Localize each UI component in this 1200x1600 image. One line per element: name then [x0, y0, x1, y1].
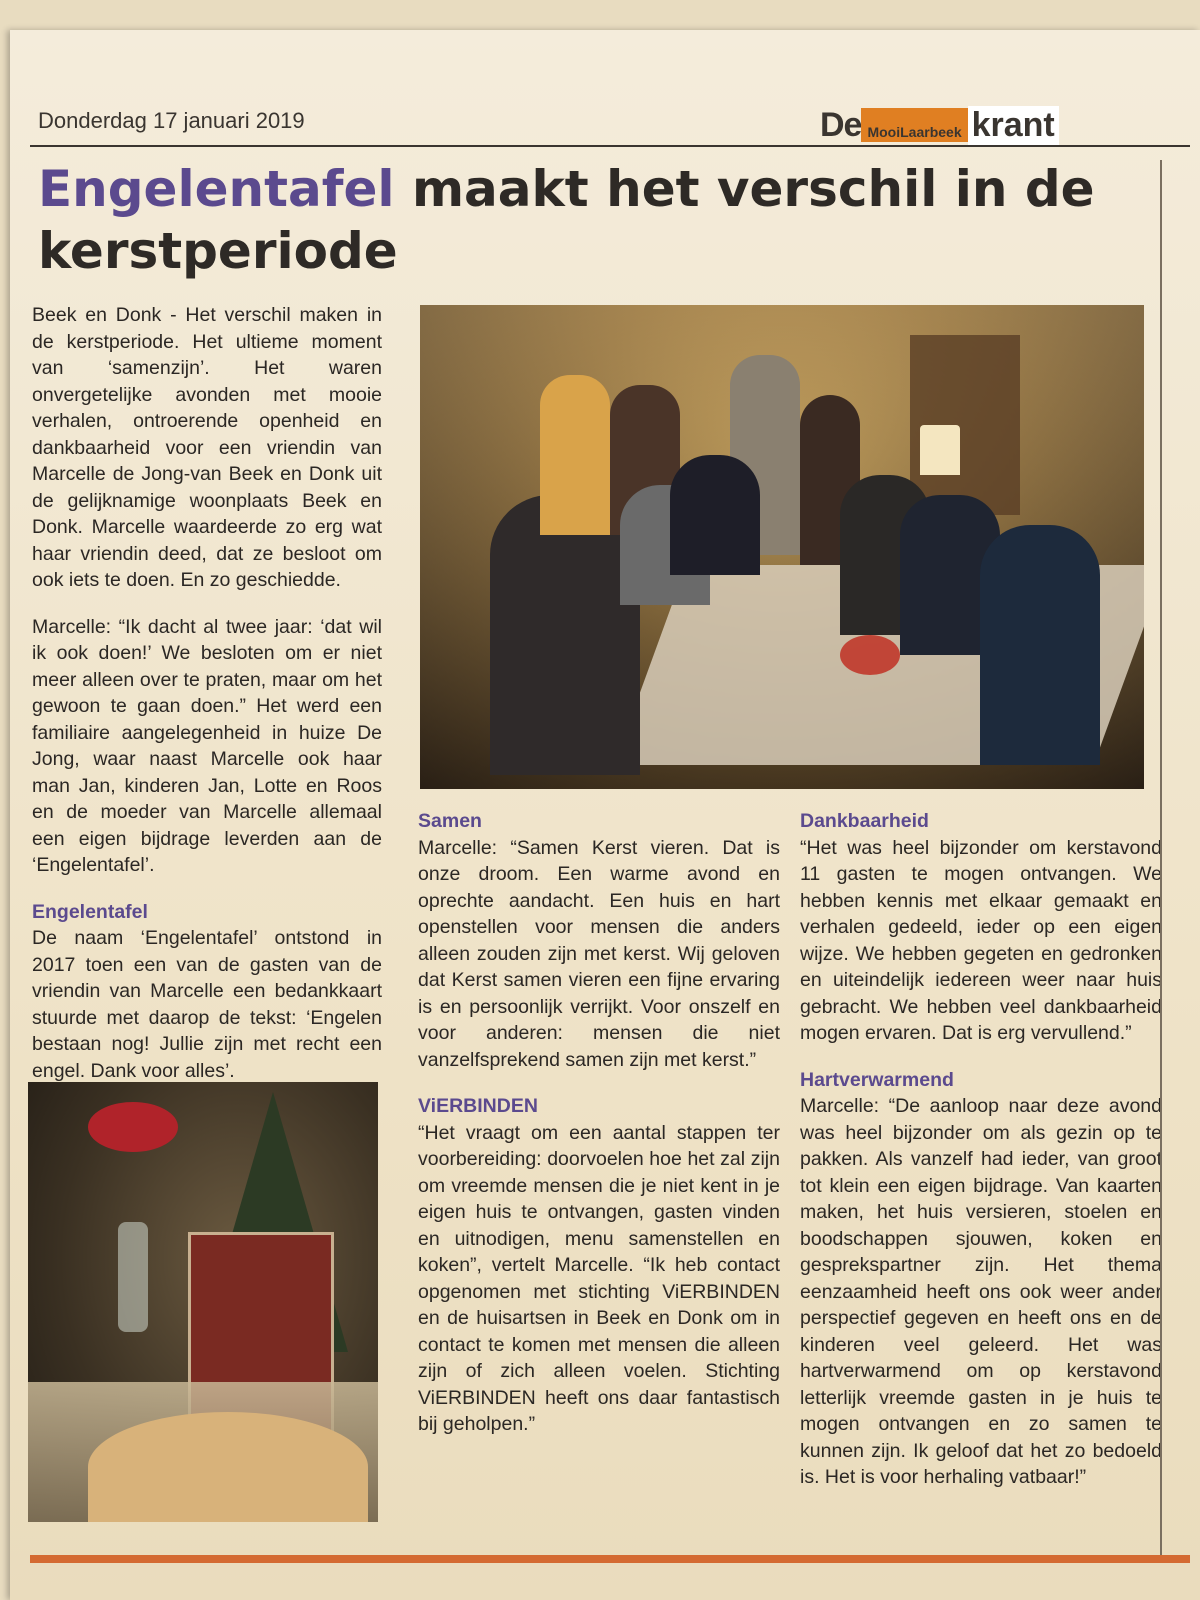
logo-krant: krant [968, 106, 1059, 145]
subheading-hartverwarmend: Hartverwarmend [800, 1068, 954, 1091]
subheading-dankbaarheid: Dankbaarheid [800, 810, 929, 832]
bottom-color-band [30, 1555, 1190, 1563]
group-photo [420, 305, 1144, 789]
paragraph-engelentafel: De naam ‘Engelentafel’ ontstond in 2017 toen een van de gasten van de vriendin van Marcelle een bedankkaart stuurde met daarop de tekst: ‘Engelen bestaan nog! Jullie zijn met recht een engel. Dank voor alles’. [32, 927, 382, 1082]
paragraph-quote: Marcelle: “Ik dacht al twee jaar: ‘dat wil ik ook doen!’ We besloten om er niet meer alleen over te praten, maar om het gewoon te gaan doen.” Het werd een familiaire aangelegenheid in huize De Jong, waar naast Marcelle ook haar man Jan, kinderen Jan, Lotte en Roos en de moeder van Marcelle allemaal een eigen bijdrage leverden aan de ‘Engelentafel’. [32, 615, 382, 876]
paragraph-hartverwarmend: Marcelle: “De aanloop naar deze avond was heel bijzonder om als gezin op te pakken. Als vanzelf had ieder, van groot tot klein een eigen bijdrage. Van kaarten maken, het huis versieren, stoelen en boodschappen sjouwen, koken en gesprekspartner zijn. Het thema eenzaamheid heeft ons ook weer ander perspectief gegeven en heeft ons en de kinderen veel geleerd. Het was hartverwarmend om op kerstavond letterlijk vreemde gasten in je huis te mogen ontvangen en zo samen te kunnen zijn. Ik geloof dat het zo bedoeld is. Het is voor herhaling vatbaar!” [800, 1095, 1162, 1488]
subheading-vierbinden: ViERBINDEN [418, 1095, 538, 1117]
headline-rest: maakt het verschil in de kerstperiode [38, 160, 1095, 280]
adjacent-article-edge [1160, 160, 1192, 1560]
paragraph-samen: Marcelle: “Samen Kerst vieren. Dat is onze droom. Een warme avond en oprechte aandacht. Een huis en hart openstellen voor mensen die anders alleen zouden zijn met kerst. Wij geloven dat Kerst samen vieren een fijne ervaring is en persoonlijk verrijkt. Voor onszelf en voor anderen: mensen die niet vanzelfsprekend samen zijn met kerst.” [418, 836, 780, 1071]
logo-de: De [820, 105, 862, 144]
subheading-engelentafel: Engelentafel [32, 900, 148, 923]
newspaper-logo [820, 105, 1059, 145]
table-setting-photo [28, 1082, 378, 1522]
article-column-1 [32, 302, 382, 1104]
headline-accent: Engelentafel [38, 160, 395, 218]
paragraph-vierbinden: “Het vraagt om een aantal stappen ter voorbereiding: doorvoelen hoe het zal zijn om vreemde mensen die je niet kent in je eigen huis te ontvangen, gasten vinden en uitnodigen, menu samenstellen en koken”, vertelt Marcelle. “Ik heb contact opgenomen met stichting ViERBINDEN en de huisartsen in Beek en Donk om in contact te komen met mensen die alleen zijn of zich alleen voelen. Stichting ViERBINDEN heeft ons daar fantastisch bij geholpen.” [418, 1121, 780, 1435]
paragraph-dankbaarheid: “Het was heel bijzonder om kerstavond 11 gasten te mogen ontvangen. We hebben kennis met elkaar gemaakt en verhalen gedeeld, ieder op een eigen wijze. We hebben gegeten en gedronken en uiteindelijk iedereen weer naar huis gebracht. We hebben veel dankbaarheid mogen ervaren. Dat is erg vervullend.” [800, 836, 1162, 1044]
dateline: Donderdag 17 januari 2019 [38, 108, 305, 133]
logo-mid-text: MooiLaarbeek [867, 124, 962, 140]
article-column-3 [800, 808, 1162, 1511]
paragraph-intro: Beek en Donk - Het verschil maken in de kerstperiode. Het ultieme moment van ‘samenzijn’. Het waren onvergetelijke avonden met mooie verhalen, ontroerende openheid en dankbaarheid voor een vriendin van Marcelle de Jong-van Beek en Donk uit de gelijknamige woonplaats Beek en Donk. Marcelle waardeerde zo erg wat haar vriendin deed, dat ze besloot om ook iets te doen. En zo geschiedde. [32, 304, 382, 591]
subheading-samen: Samen [418, 810, 482, 832]
article-column-2 [418, 808, 780, 1458]
article-headline [38, 158, 1158, 282]
logo-middle [861, 108, 967, 142]
header-rule [30, 145, 1190, 147]
